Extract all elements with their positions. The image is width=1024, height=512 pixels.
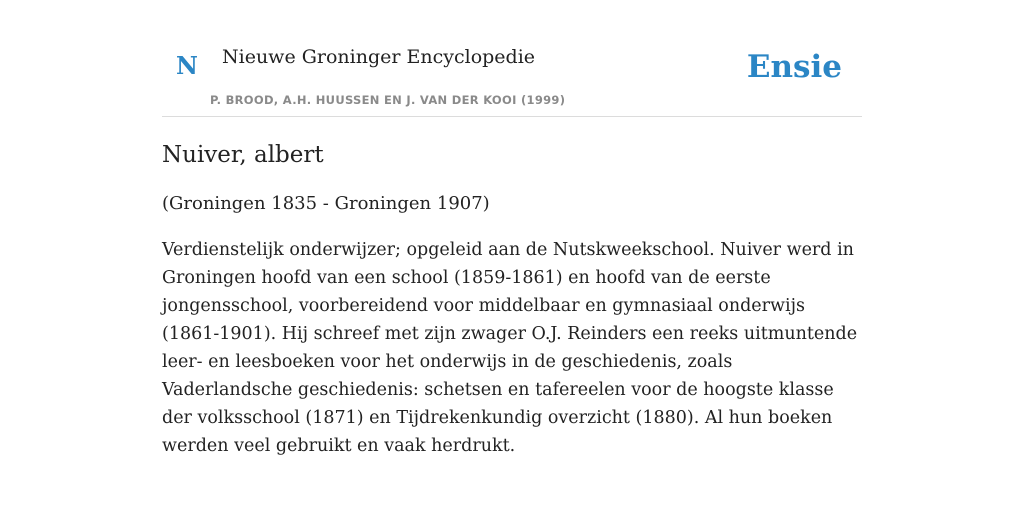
- encyclopedia-logo[interactable]: N: [176, 51, 198, 80]
- entry-body: Verdienstelijk onderwijzer; opgeleid aan de Nutskweekschool. Nuiver werd in Groningen hoofd van een school (1859-1861) en hoofd van de eerste jongensschool, voorbereidend voor middelbaar en gymnasiaal onderwijs (1861-1901). Hij schreef met zijn zwager O.J. Reinders een reeks uitmuntende leer- en leesboeken voor het onderwijs in de geschiedenis, zoals Vaderlandsche geschiedenis: schetsen en tafereelen voor de hoogste klasse der volksschool (1871) en Tijdrekenkundig overzicht (1880). Al hun boeken werden veel gebruikt en vaak herdrukt.: [162, 240, 858, 456]
- entry-content: [162, 138, 862, 460]
- encyclopedia-title[interactable]: Nieuwe Groninger Encyclopedie: [222, 46, 536, 68]
- entry-title: Nuiver, albert: [162, 142, 324, 168]
- entry-dates: (Groningen 1835 - Groningen 1907): [162, 193, 490, 214]
- encyclopedia-header: [162, 0, 862, 117]
- ensie-brand-logo[interactable]: Ensie: [746, 49, 842, 85]
- encyclopedia-authors: P. BROOD, A.H. HUUSSEN EN J. VAN DER KOOI (1999): [210, 93, 566, 107]
